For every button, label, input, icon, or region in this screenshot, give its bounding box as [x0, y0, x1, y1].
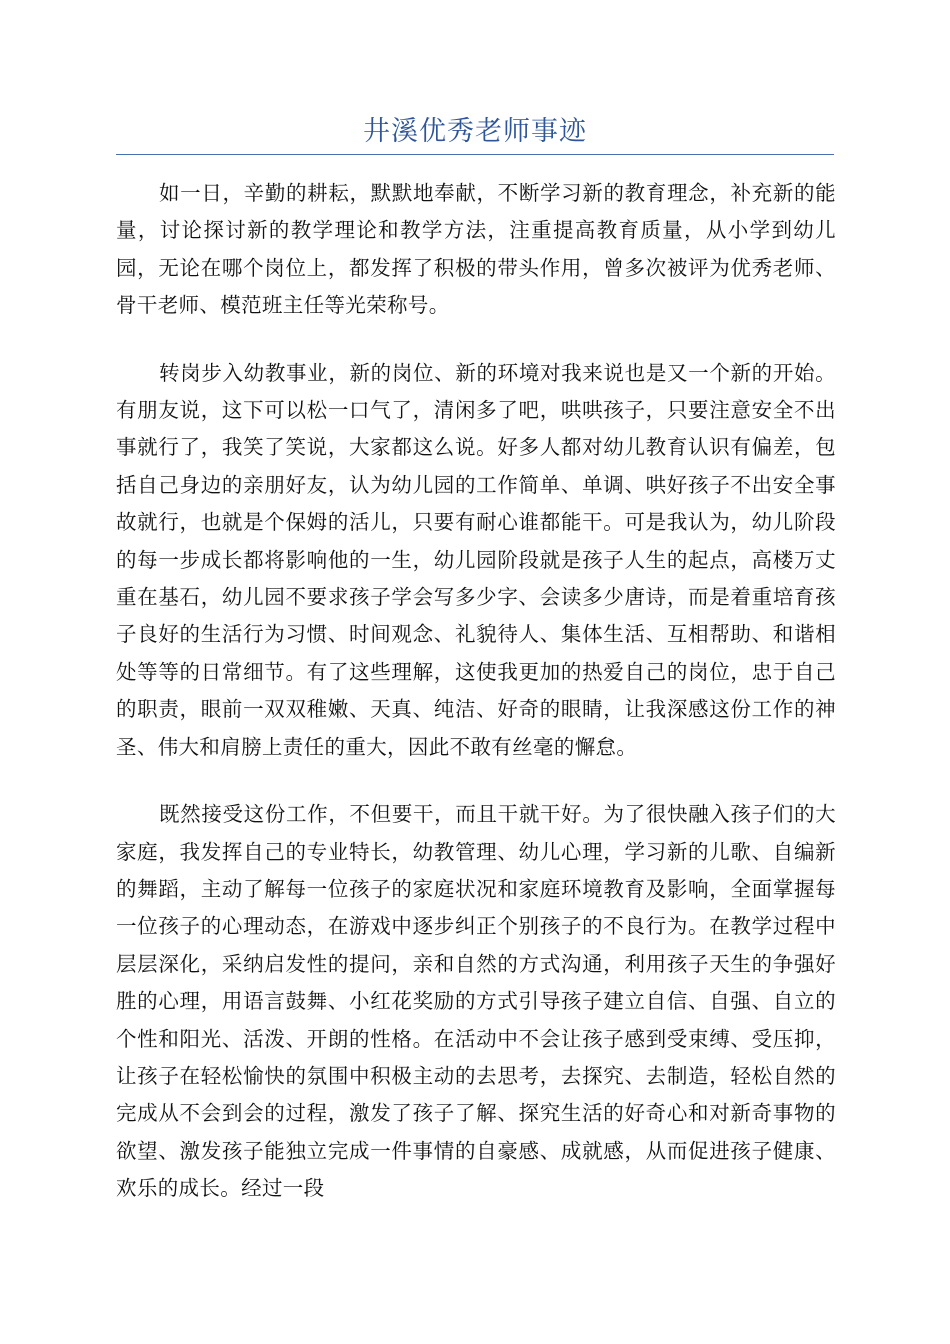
document-body	[116, 175, 836, 1238]
paragraph-3: 既然接受这份工作，不但要干，而且干就干好。为了很快融入孩子们的大家庭，我发挥自己的专业特长，幼教管理、幼儿心理，学习新的儿歌、自编新的舞蹈，主动了解每一位孩子的家庭状况和家庭环境教育及影响，全面掌握每一位孩子的心理动态，在游戏中逐步纠正个别孩子的不良行为。在教学过程中层层深化，采纳启发性的提问，亲和自然的方式沟通，利用孩子天生的争强好胜的心理，用语言鼓舞、小红花奖励的方式引导孩子建立自信、自强、自立的个性和阳光、活泼、开朗的性格。在活动中不会让孩子感到受束缚、受压抑，让孩子在轻松愉快的氛围中积极主动的去思考，去探究、去制造，轻松自然的完成从不会到会的过程，激发了孩子了解、探究生活的好奇心和对新奇事物的欲望、激发孩子能独立完成一件事情的自豪感、成就感，从而促进孩子健康、欢乐的成长。经过一段	[116, 802, 836, 1201]
paragraph-1: 如一日，辛勤的耕耘，默默地奉献，不断学习新的教育理念，补充新的能量，讨论探讨新的教学理论和教学方法，注重提高教育质量，从小学到幼儿园，无论在哪个岗位上，都发挥了积极的带头作用，曾多次被评为优秀老师、骨干老师、模范班主任等光荣称号。	[116, 181, 836, 318]
paragraph-2: 转岗步入幼教事业，新的岗位、新的环境对我来说也是又一个新的开始。有朋友说，这下可以松一口气了，清闲多了吧，哄哄孩子，只要注意安全不出事就行了，我笑了笑说，大家都这么说。好多人都对幼儿教育认识有偏差，包括自己身边的亲朋好友，认为幼儿园的工作简单、单调、哄好孩子不出安全事故就行，也就是个保姆的活儿，只要有耐心谁都能干。可是我认为，幼儿阶段的每一步成长都将影响他的一生，幼儿园阶段就是孩子人生的起点，高楼万丈重在基石，幼儿园不要求孩子学会写多少字、会读多少唐诗，而是着重培育孩子良好的生活行为习惯、时间观念、礼貌待人、集体生活、互相帮助、和谐相处等等的日常细节。有了这些理解，这使我更加的热爱自己的岗位，忠于自己的职责，眼前一双双稚嫩、天真、纯洁、好奇的眼睛，让我深感这份工作的神圣、伟大和肩膀上责任的重大，因此不敢有丝毫的懈怠。	[116, 360, 836, 759]
title-underline	[116, 154, 834, 155]
document-title: 井溪优秀老师事迹	[363, 116, 587, 147]
